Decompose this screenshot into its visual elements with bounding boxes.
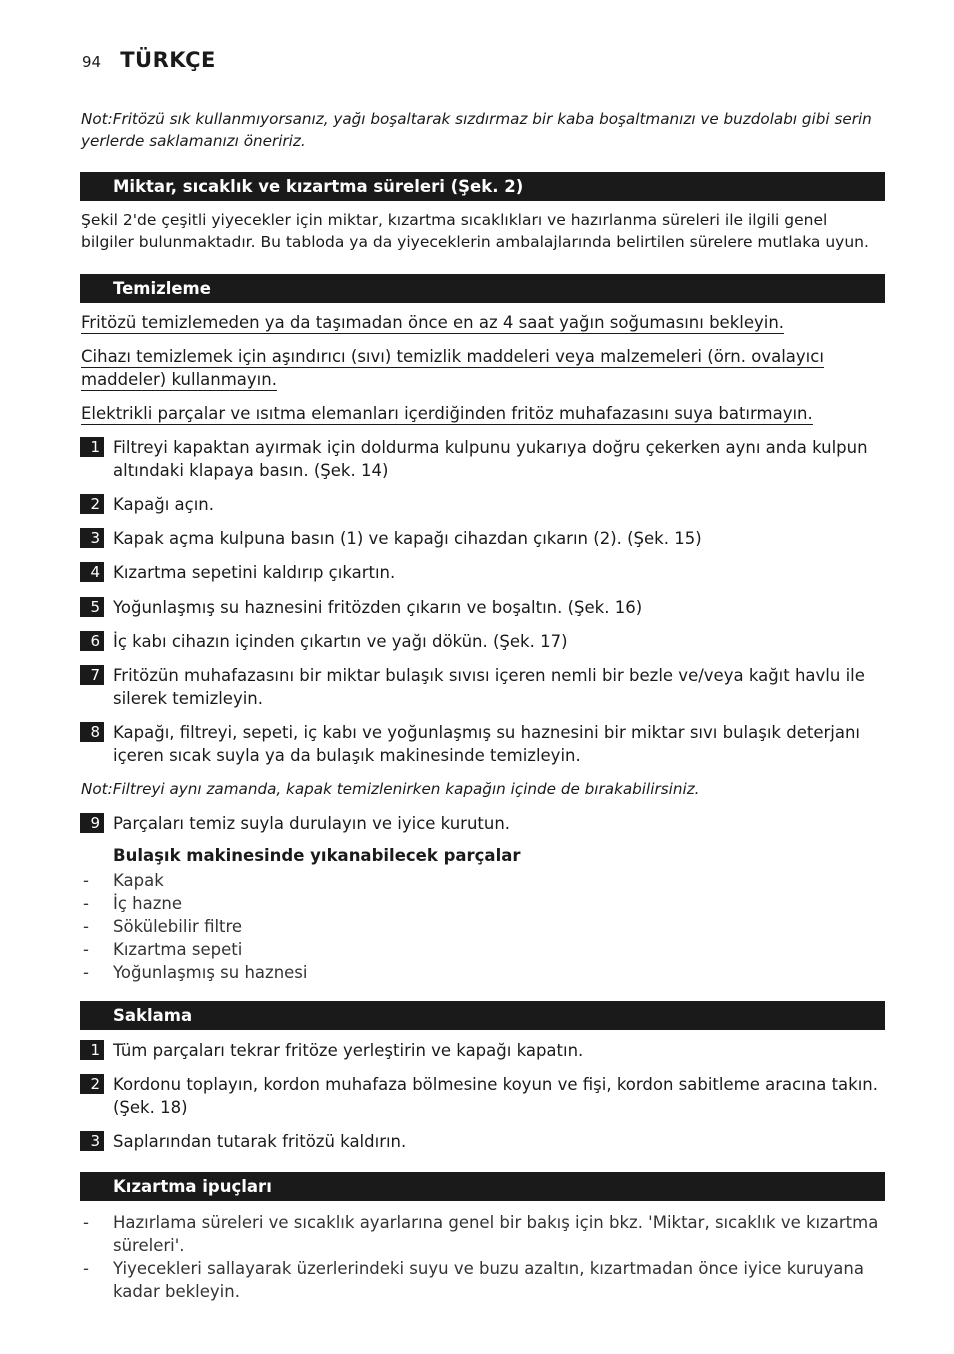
step-text: İç kabı cihazın içinden çıkartın ve yağı dökün. (Şek. 17) [113, 632, 568, 651]
cleaning-step-4 [80, 561, 880, 584]
cleaning-step-5 [80, 596, 880, 619]
note-filter: Not:Filtreyi aynı zamanda, kapak temizlenirken kapağın içinde de bırakabilirsiniz. [81, 780, 700, 798]
warning-no-immerse: Elektrikli parçalar ve ısıtma elemanları içerdiğinden fritöz muhafazasını suya batırmayın. [81, 404, 813, 423]
step-number: 3 [80, 528, 104, 548]
cleaning-step-2 [80, 493, 880, 516]
list-item: - İç hazne [83, 894, 183, 913]
step-text: Kızartma sepetini kaldırıp çıkartın. [113, 563, 396, 582]
step-text: Tüm parçaları tekrar fritöze yerleştirin ve kapağı kapatın. [113, 1041, 584, 1060]
section-heading-miktar: Miktar, sıcaklık ve kızartma süreleri (Şek. 2) [80, 172, 885, 201]
cleaning-step-6 [80, 630, 880, 653]
note-storage: Not:Fritözü sık kullanmıyorsanız, yağı boşaltarak sızdırmaz bir kaba boşaltmanızı ve buzdolabı gibi serin yerlerde saklamanızı öneririz. [81, 110, 872, 150]
step-text: Saplarından tutarak fritözü kaldırın. [113, 1132, 407, 1151]
section-heading-saklama: Saklama [80, 1001, 885, 1030]
cleaning-step-1 [80, 436, 880, 482]
list-item: - Hazırlama süreleri ve sıcaklık ayarlarına genel bir bakış için bkz. 'Miktar, sıcaklık ve kızartma süreleri'. [83, 1213, 879, 1255]
storage-step-2 [80, 1073, 880, 1119]
step-number: 2 [80, 494, 104, 514]
list-item: - Yoğunlaşmış su haznesi [83, 963, 308, 982]
warning-abrasive-line1: Cihazı temizlemek için aşındırıcı (sıvı) temizlik maddeleri veya malzemeleri (örn. ovalayıcı [81, 347, 824, 366]
step-number: 4 [80, 562, 104, 582]
list-item: - Yiyecekleri sallayarak üzerlerindeki suyu ve buzu azaltın, kızartmadan önce iyice kuruyana kadar bekleyin. [83, 1259, 864, 1301]
step-number: 1 [80, 1040, 104, 1060]
list-item: - Sökülebilir filtre [83, 917, 243, 936]
step-number: 8 [80, 722, 104, 742]
page-header [82, 48, 216, 72]
section-body-miktar: Şekil 2'de çeşitli yiyecekler için miktar, kızartma sıcaklıkları ve hazırlanma süreleri ile ilgili genel bilgiler bulunmaktadır. Bu tabloda ya da yiyeceklerin ambalajlarında belirtilen sürelere mutlaka uyun. [81, 211, 869, 251]
warning-cool-oil: Fritözü temizlemeden ya da taşımadan önce en az 4 saat yağın soğumasını bekleyin. [81, 313, 785, 332]
list-item: - Kızartma sepeti [83, 940, 243, 959]
step-number: 5 [80, 597, 104, 617]
step-number: 7 [80, 665, 104, 685]
storage-step-1 [80, 1039, 880, 1062]
step-text: Yoğunlaşmış su haznesini fritözden çıkarın ve boşaltın. (Şek. 16) [113, 598, 643, 617]
step-number: 9 [80, 813, 104, 833]
cleaning-step-7 [80, 664, 880, 710]
step-number: 3 [80, 1131, 104, 1151]
step-number: 1 [80, 437, 104, 457]
section-heading-ipuclari: Kızartma ipuçları [80, 1172, 885, 1201]
tips-list [81, 1211, 883, 1303]
page-number: 94 [82, 53, 102, 71]
step-number: 2 [80, 1074, 104, 1094]
step-text: Fritözün muhafazasını bir miktar bulaşık sıvısı içeren nemli bir bezle ve/veya kağıt havlu ile silerek temizleyin. [113, 666, 865, 708]
cleaning-step-8 [80, 721, 880, 767]
storage-step-3 [80, 1130, 880, 1153]
section-heading-temizleme: Temizleme [80, 274, 885, 303]
step-text: Kordonu toplayın, kordon muhafaza bölmesine koyun ve fişi, kordon sabitleme aracına takın. (Şek. 18) [113, 1075, 878, 1117]
step-text: Kapak açma kulpuna basın (1) ve kapağı cihazdan çıkarın (2). (Şek. 15) [113, 529, 702, 548]
cleaning-step-3 [80, 527, 880, 550]
cleaning-step-9 [80, 812, 880, 835]
step-text: Parçaları temiz suyla durulayın ve iyice kurutun. [113, 814, 511, 833]
step-text: Kapağı, filtreyi, sepeti, iç kabı ve yoğunlaşmış su haznesini bir miktar sıvı bulaşık deterjanı içeren sıcak suyla ya da bulaşık makinesinde temizleyin. [113, 723, 860, 765]
dishwasher-subheading: Bulaşık makinesinde yıkanabilecek parçalar [113, 846, 521, 865]
language-title: TÜRKÇE [120, 48, 216, 72]
warning-abrasive-line2: maddeler) kullanmayın. [81, 370, 277, 389]
step-text: Filtreyi kapaktan ayırmak için doldurma kulpunu yukarıya doğru çekerken aynı anda kulpun altındaki klapaya basın. (Şek. 14) [113, 438, 868, 480]
dishwasher-list [81, 869, 883, 984]
step-number: 6 [80, 631, 104, 651]
list-item: - Kapak [83, 871, 164, 890]
step-text: Kapağı açın. [113, 495, 214, 514]
